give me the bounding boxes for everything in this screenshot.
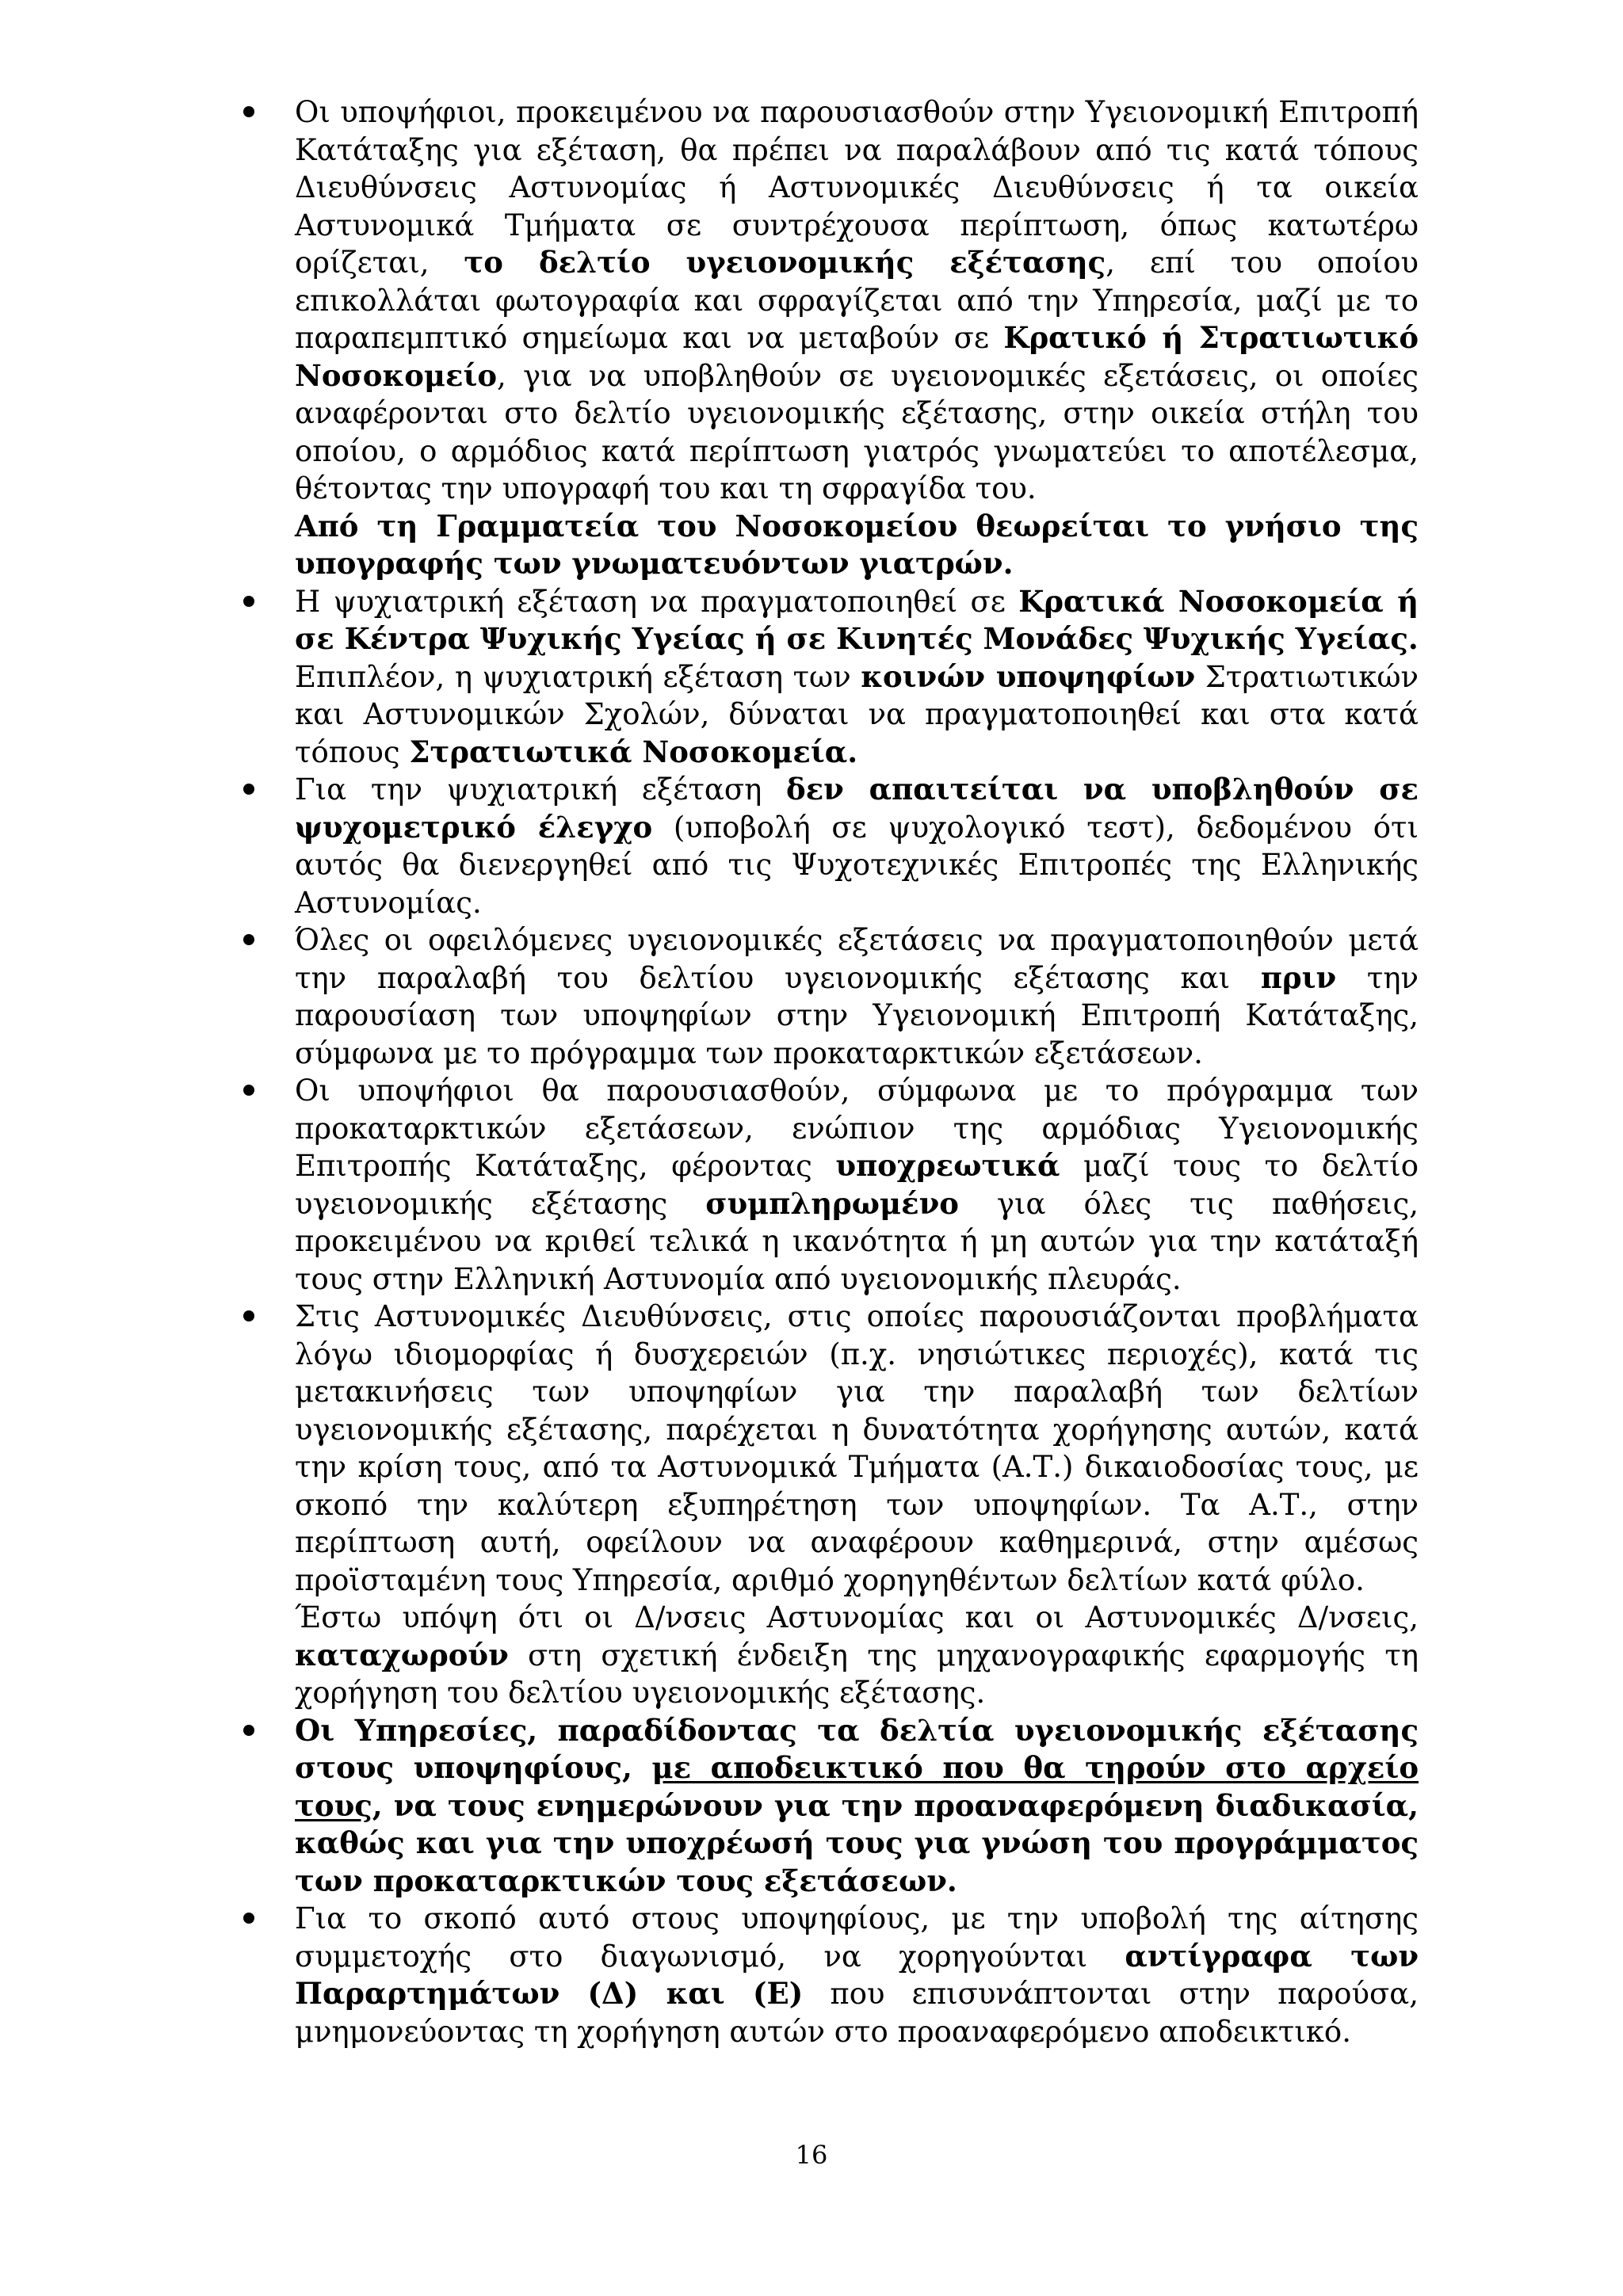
list-item [295,771,1419,921]
text-run: Για το σκοπό αυτό στους υποψηφίους, με την υποβολή της αίτησης συμμετοχής στο διαγωνισμό, να χορηγούνται [295,1901,1419,1974]
bullet-icon [243,934,254,945]
bold-text: πριν [1260,959,1337,995]
text-run: που επισυνάπτονται στην παρούσα, μνημονεύοντας τη χορήγηση αυτών στο προαναφερόμενο αποδεικτικό. [295,1977,1419,2049]
bold-text: δεν απαιτείται να υποβληθούν σε ψυχομετρικό έλεγχο [295,772,1419,845]
paragraph [295,921,1419,1072]
text-run: Για την ψυχιατρική εξέταση [295,772,787,807]
paragraph [295,771,1419,921]
text-run: , επί του οποίου επικολλάται φωτογραφία και σφραγίζεται από την Υπηρεσία, μαζί με το παραπεμπτικό σημείωμα και να μεταβούν σε [295,246,1419,355]
text-run: Στις Αστυνομικές Διευθύνσεις, στις οποίες παρουσιάζονται προβλήματα λόγω ιδιομορφίας ή δυσχερειών (π.χ. νησιώτικες περιοχές), κατά τις μετακινήσεις των υποψηφίων για την παραλαβή των δελτίων υγειονομικής εξέτασης, παρέχεται η δυνατότητα χορήγησης αυτών, κατά την κρίση τους, από τα Αστυνομικά Τμήματα (Α.Τ.) δικαιοδοσίας τους, με σκοπό την καλύτερη εξυπηρέτηση των υποψηφίων. Τα Α.Τ., στην περίπτωση αυτή, οφείλουν να αναφέρουν καθημερινά, στην αμέσως προϊσταμένη τους Υπηρεσία, αριθμό χορηγηθέντων δελτίων κατά φύλο. [295,1299,1419,1597]
paragraph [295,583,1419,658]
page-number: 16 [795,2140,828,2170]
bold-text: υποχρεωτικά [835,1148,1060,1183]
text-run: Έστω υπόψη ότι οι Δ/νσεις Αστυνομίας και οι Αστυνομικές Δ/νσεις, [295,1600,1419,1634]
paragraph [295,1072,1419,1298]
bullet-icon [243,1310,254,1322]
bold-text: , να τους ενημερώνουν για την προαναφερόμενη διαδικασία, καθώς και για την υποχρέωσή τους για γνώση του προγράμματος των προκαταρκτικών τους εξετάσεων. [295,1787,1419,1898]
paragraph [295,1298,1419,1599]
bold-text: το δελτίο υγειονομικής εξέτασης [464,245,1106,280]
bullet-icon [243,1913,254,1924]
list-item [295,1900,1419,2050]
paragraph [295,1599,1419,1712]
bold-text: Οι Υπηρεσίες, παραδίδοντας τα δελτία υγειονομικής εξέτασης στους υποψηφίους, [295,1712,1419,1785]
paragraph [295,1900,1419,2050]
text-run: Οι υποψήφιοι, προκειμένου να παρουσιασθούν στην Υγειονομική Επιτροπή Κατάταξης για εξέταση, θα πρέπει να παραλάβουν από τις κατά τόπους Διευθύνσεις Αστυνομίας ή Αστυνομικές Διευθύνσεις ή τα οικεία Αστυνομικά Τμήματα σε συντρέχουσα περίπτωση, όπως κατωτέρω ορίζεται, [295,95,1419,280]
list-item [295,1298,1419,1712]
bullet-icon [243,1085,254,1096]
bold-text: καταχωρούν [295,1637,509,1672]
text-run: μαζί τους το δελτίο υγειονομικής εξέτασης [295,1149,1419,1221]
list-item [295,921,1419,1072]
list-item [295,1712,1419,1901]
text-run: Επιπλέον, η ψυχιατρική εξέταση των [295,659,861,694]
underlined-bold-text: με αποδεικτικό που θα τηρούν στο αρχείο τους [295,1750,1419,1823]
list-item [295,93,1419,583]
paragraph [295,508,1419,583]
paragraph [295,658,1419,772]
document-body [295,93,1419,2050]
bold-text: Στρατιωτικά Νοσοκομεία. [409,734,858,769]
bullet-icon [243,106,254,117]
bold-text: συμπληρωμένο [705,1185,959,1221]
text-run: , για να υποβληθούν σε υγειονομικές εξετάσεις, οι οποίες αναφέρονται στο δελτίο υγειονομικής εξέτασης, στην οικεία στήλη του οποίου, ο αρμόδιος κατά περίπτωση γιατρός γνωματεύει το αποτέλεσμα, θέτοντας την υπογραφή του και τη σφραγίδα του. [295,358,1419,505]
bullet-icon [243,784,254,795]
list-item [295,1072,1419,1298]
text-run: Όλες οι οφειλόμενες υγειονομικές εξετάσεις να πραγματοποιηθούν μετά την παραλαβή του δελτίου υγειονομικής εξέτασης και [295,923,1419,995]
paragraph [295,93,1419,508]
text-run: στη σχετική ένδειξη της μηχανογραφικής εφαρμογής τη χορήγηση του δελτίου υγειονομικής εξέτασης. [295,1638,1419,1710]
bold-text: Κρατικά Νοσοκομεία ή σε Κέντρα Ψυχικής Υγείας ή σε Κινητές Μονάδες Ψυχικής Υγείας. [295,583,1419,656]
text-run: για όλες τις παθήσεις, προκειμένου να κριθεί τελικά η ικανότητα ή μη αυτών για την κατάταξή τους στην Ελληνική Αστυνομία από υγειονομικής πλευράς. [295,1186,1419,1296]
text-run: Η ψυχιατρική εξέταση να πραγματοποιηθεί σε [295,584,1019,619]
list-item [295,583,1419,772]
paragraph [295,1712,1419,1901]
bullet-icon [243,1725,254,1736]
text-run: (υποβολή σε ψυχολογικό τεστ), δεδομένου ότι αυτός θα διενεργηθεί από τις Ψυχοτεχνικές Επιτροπές της Ελληνικής Αστυνομίας. [295,810,1419,920]
bullet-icon [243,596,254,607]
bold-text: κοινών υποψηφίων [861,658,1196,694]
bold-text: Κρατικό ή Στρατιωτικό Νοσοκομείο [295,320,1419,393]
bold-text: αντίγραφα των Παραρτημάτων (Δ) και (Ε) [295,1938,1419,2011]
text-run: Στρατιωτικών και Αστυνομικών Σχολών, δύναται να πραγματοποιηθεί και στα κατά τόπους [295,659,1419,769]
bold-text: Από τη Γραμματεία του Νοσοκομείου θεωρείται το γνήσιο της υπογραφής των γνωματευόντων γιατρών. [295,508,1419,581]
text-run: την παρουσίαση των υποψηφίων στην Υγειονομική Επιτροπή Κατάταξης, σύμφωνα με το πρόγραμμα των προκαταρκτικών εξετάσεων. [295,960,1419,1070]
text-run: Οι υποψήφιοι θα παρουσιασθούν, σύμφωνα με το πρόγραμμα των προκαταρκτικών εξετάσεων, ενώπιον της αρμόδιας Υγειονομικής Επιτροπής Κατάταξης, φέροντας [295,1074,1419,1183]
